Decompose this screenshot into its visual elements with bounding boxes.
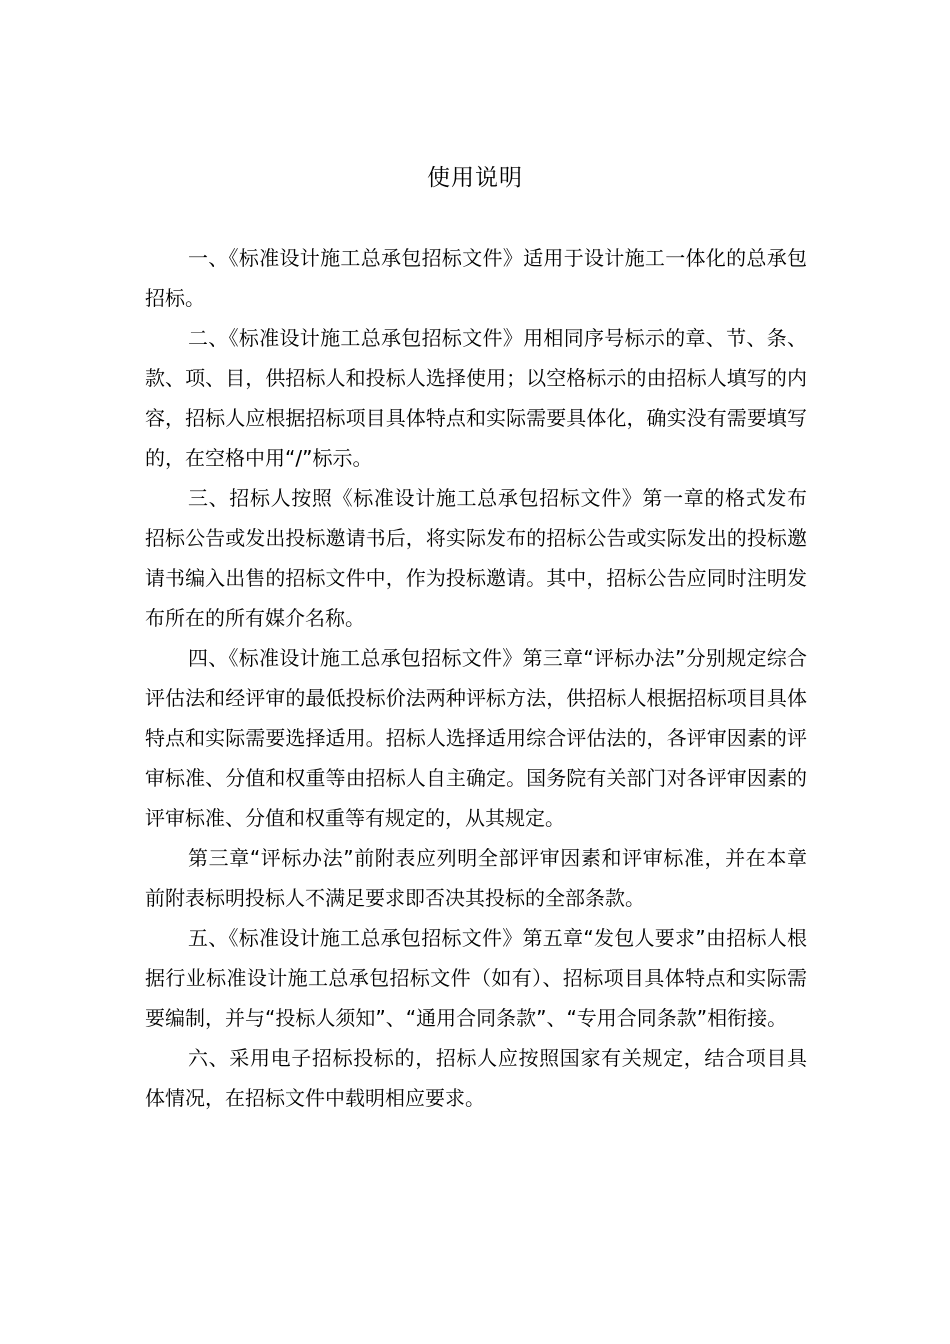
paragraph-4: 四、《标准设计施工总承包招标文件》第三章“评标办法”分别规定综合评估法和经评审的最低投标价法两种评标方法，供招标人根据招标项目具体特点和实际需要选择适用。招标人选择适用综合评估法的，各评审因素的评审标准、分值和权重等由招标人自主确定。国务院有关部门对各评审因素的评审标准、分值和权重等有规定的，从其规定。 [145,646,807,830]
paragraph-3: 三、招标人按照《标准设计施工总承包招标文件》第一章的格式发布招标公告或发出投标邀请书后，将实际发布的招标公告或实际发出的投标邀请书编入出售的招标文件中，作为投标邀请。其中，招标公告应同时注明发布所在的所有媒介名称。 [145,486,807,630]
paragraph-6: 五、《标准设计施工总承包招标文件》第五章“发包人要求”由招标人根据行业标准设计施工总承包招标文件（如有）、招标项目具体特点和实际需要编制，并与“投标人须知”、“通用合同条款”、“专用合同条款”相衔接。 [145,926,807,1030]
paragraph-7: 六、采用电子招标投标的，招标人应按照国家有关规定，结合项目具体情况，在招标文件中载明相应要求。 [145,1046,807,1110]
paragraph-5: 第三章“评标办法”前附表应列明全部评审因素和评审标准，并在本章前附表标明投标人不满足要求即否决其投标的全部条款。 [145,846,807,910]
paragraph-2: 二、《标准设计施工总承包招标文件》用相同序号标示的章、节、条、款、项、目，供招标人和投标人选择使用；以空格标示的由招标人填写的内容，招标人应根据招标项目具体特点和实际需要具体化，确实没有需要填写的，在空格中用“/”标示。 [145,326,807,470]
page-title: 使用说明 [427,165,523,191]
document-body [145,238,807,1118]
paragraph-1: 一、《标准设计施工总承包招标文件》适用于设计施工一体化的总承包招标。 [145,246,807,310]
